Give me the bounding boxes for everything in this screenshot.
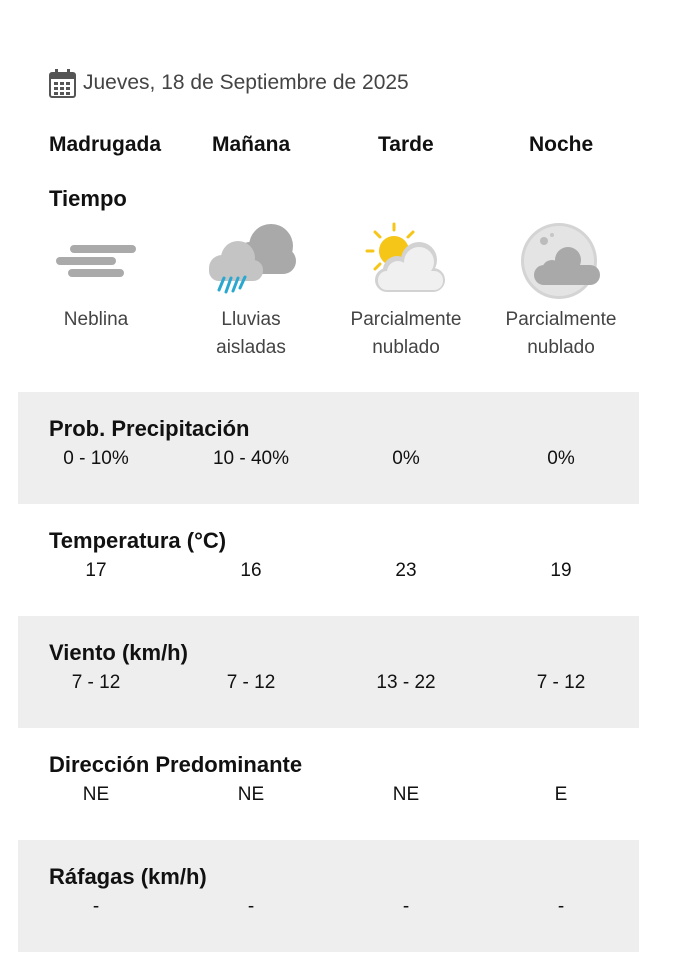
value-madrugada: NE (82, 784, 110, 805)
row-direction (18, 728, 639, 840)
mist-icon (52, 218, 142, 303)
row-title: Viento (km/h) (49, 640, 188, 665)
period-header (18, 133, 639, 161)
value-noche: - (557, 896, 565, 917)
row-precipitation (18, 392, 639, 504)
condition-line1: Neblina (63, 309, 129, 330)
partly-cloudy-day-icon (361, 218, 451, 303)
value-manana: NE (237, 784, 265, 805)
period-noche: Noche (529, 133, 594, 156)
row-gusts (18, 840, 639, 952)
calendar-icon (49, 69, 76, 98)
value-tarde: NE (392, 784, 420, 805)
period-manana: Mañana (212, 133, 291, 156)
value-manana: 7 - 12 (226, 672, 276, 693)
value-manana: - (247, 896, 255, 917)
condition-line1: Lluvias (221, 309, 281, 330)
rain-cloud-icon (206, 218, 296, 303)
condition-manana (176, 306, 326, 362)
value-noche: 0% (547, 448, 575, 469)
value-tarde: 13 - 22 (376, 672, 436, 693)
condition-line2: aisladas (216, 337, 286, 358)
value-noche: E (554, 784, 568, 805)
row-temperature (18, 504, 639, 616)
condition-tarde (331, 306, 481, 362)
value-manana: 10 - 40% (212, 448, 290, 469)
partly-cloudy-night-icon (516, 218, 606, 303)
value-manana: 16 (240, 560, 262, 581)
row-wind (18, 616, 639, 728)
value-madrugada: - (92, 896, 100, 917)
condition-madrugada (21, 306, 171, 334)
tiempo-title: Tiempo (49, 186, 127, 211)
condition-line1: Parcialmente (505, 309, 617, 330)
condition-line2: nublado (527, 337, 595, 358)
value-madrugada: 17 (85, 560, 107, 581)
row-title: Prob. Precipitación (49, 416, 250, 441)
row-title: Dirección Predominante (49, 752, 303, 777)
value-noche: 19 (550, 560, 572, 581)
condition-line2: nublado (372, 337, 440, 358)
value-tarde: 23 (395, 560, 417, 581)
row-title: Temperatura (°C) (49, 528, 227, 553)
date-text: Jueves, 18 de Septiembre de 2025 (83, 71, 409, 94)
condition-noche (486, 306, 636, 362)
value-tarde: 0% (392, 448, 420, 469)
value-madrugada: 7 - 12 (71, 672, 121, 693)
value-tarde: - (402, 896, 410, 917)
condition-line1: Parcialmente (350, 309, 462, 330)
row-title: Ráfagas (km/h) (49, 864, 207, 889)
value-madrugada: 0 - 10% (63, 448, 129, 469)
date-header (49, 67, 409, 99)
period-madrugada: Madrugada (49, 133, 162, 156)
period-tarde: Tarde (378, 133, 434, 156)
value-noche: 7 - 12 (536, 672, 586, 693)
